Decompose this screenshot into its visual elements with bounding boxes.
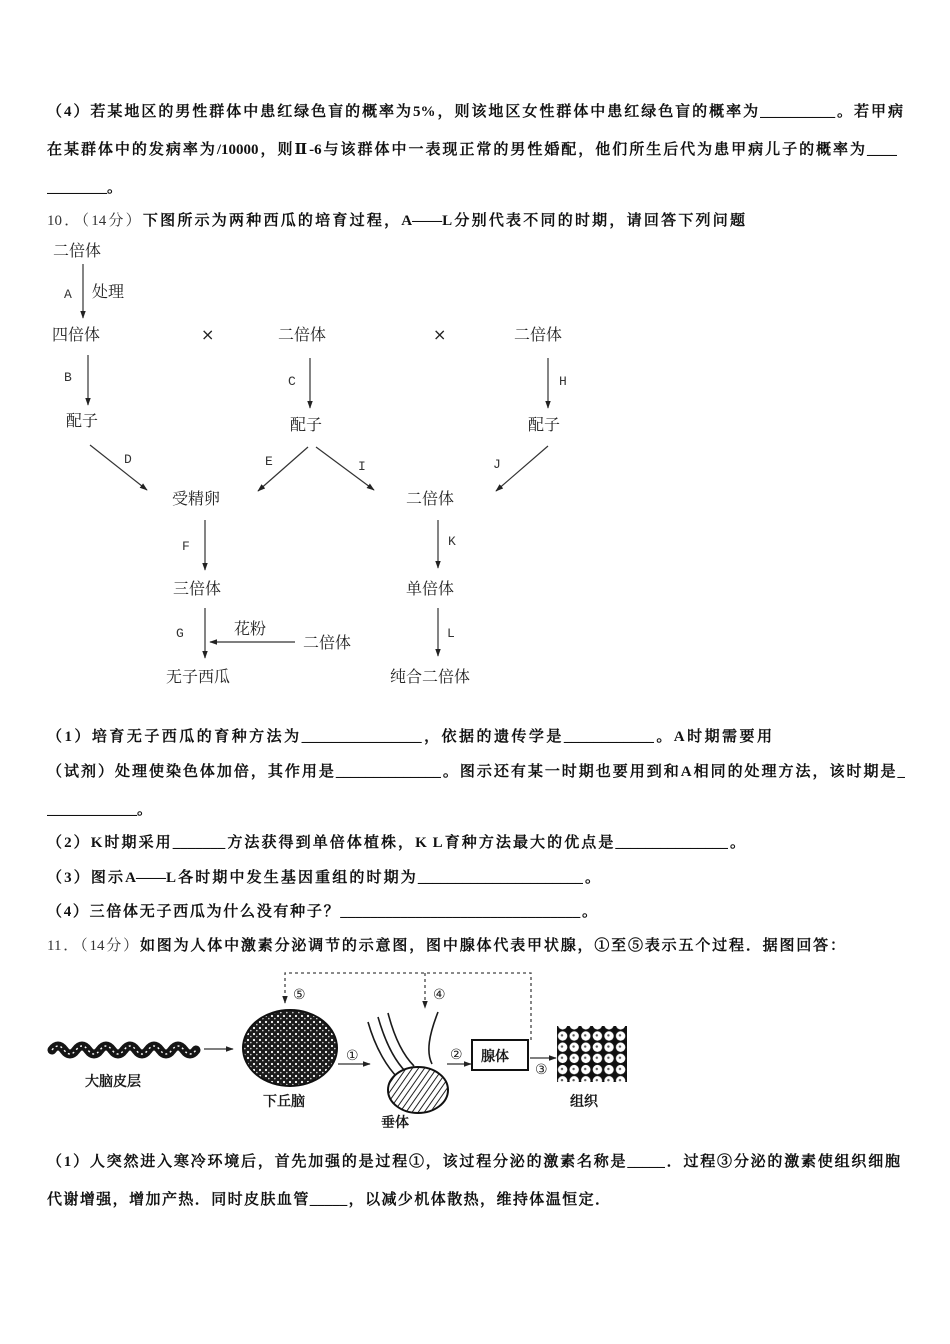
label-process-4: ④ <box>433 987 446 1003</box>
node-gamete-right: 配子 <box>528 415 561 434</box>
node-gamete-middle: 配子 <box>290 415 323 434</box>
label-cortex: 大脑皮层 <box>85 1074 141 1090</box>
q11-q1-line1: （1）人突然进入寒冷环境后，首先加强的是过程①，该过程分泌的激素名称是_____．过程③分泌的激素使组织细胞 <box>47 1154 900 1170</box>
node-haploid: 单倍体 <box>406 579 455 598</box>
q10-number: 10． <box>47 213 82 229</box>
node-diploid-right: 二倍体 <box>514 325 563 344</box>
label-process-3: ③ <box>535 1062 548 1078</box>
label-step-e: E <box>265 454 273 469</box>
label-step-c: C <box>288 374 296 389</box>
q10-score: （14分） <box>81 213 143 229</box>
q9-part4-line2: 在某群体中的发病率为/10000，则Ⅱ-6与该群体中一表现正常的男性婚配，他们所生后代为患甲病儿子的概率为____ <box>47 142 897 158</box>
label-step-f: F <box>182 539 190 554</box>
node-diploid-middle: 二倍体 <box>278 325 327 344</box>
node-seedless-watermelon: 无子西瓜 <box>166 667 231 686</box>
pituitary-drawing <box>368 1012 448 1113</box>
q10-q1-line2: （试剂）处理使染色体加倍，其作用是______________。图示还有某一时期也要用到和A相同的处理方法，该时期是_ <box>47 764 905 780</box>
label-step-h: H <box>559 374 567 389</box>
node-diploid-center: 二倍体 <box>406 489 455 508</box>
label-tissue: 组织 <box>570 1094 598 1110</box>
label-step-j: J <box>493 457 501 472</box>
label-treatment: 处理 <box>92 282 125 301</box>
node-tetraploid: 四倍体 <box>52 325 101 344</box>
label-step-l: L <box>447 626 455 641</box>
node-triploid: 三倍体 <box>173 579 222 598</box>
q11-number: 11． <box>47 938 81 954</box>
q10-prompt: 下图所示为两种西瓜的培育过程，A——L分别代表不同的时期，请回答下列问题 <box>142 213 745 229</box>
watermelon-breeding-diagram <box>0 235 950 695</box>
q10-q3: （3）图示A——L各时期中发生基因重组的时期为______________________。 <box>47 870 600 886</box>
hypothalamus-drawing <box>243 1010 337 1086</box>
arrow-d <box>90 445 147 490</box>
q10-header <box>47 211 745 231</box>
label-gland: 腺体 <box>481 1049 509 1065</box>
q10-q1-line1: （1）培育无子西瓜的育种方法为________________，依据的遗传学是____________。A时期需要用 <box>47 729 772 745</box>
q9-part4-line3: ________。 <box>47 180 123 196</box>
q10-q4: （4）三倍体无子西瓜为什么没有种子？________________________________。 <box>47 904 597 920</box>
label-process-5: ⑤ <box>293 987 306 1003</box>
label-step-b: B <box>64 370 72 385</box>
label-hypothalamus: 下丘脑 <box>263 1094 305 1110</box>
arrow-j <box>496 446 548 491</box>
label-step-k: K <box>448 534 456 549</box>
cross-symbol-right: × <box>433 325 447 344</box>
label-step-d: D <box>124 452 132 467</box>
node-gamete-left: 配子 <box>66 411 99 430</box>
q11-header <box>47 936 845 956</box>
label-step-a: A <box>64 287 72 302</box>
node-pure-diploid: 纯合二倍体 <box>390 667 471 686</box>
q10-q2: （2）K时期采用_______方法获得到单倍体植株，K L育种方法最大的优点是_______________。 <box>47 835 745 851</box>
label-process-2: ② <box>450 1047 463 1063</box>
cross-symbol-left: × <box>201 325 215 344</box>
cortex-drawing <box>52 1046 196 1054</box>
label-step-g: G <box>176 626 184 641</box>
q10-q1-line3: ____________。 <box>47 802 153 818</box>
q9-part4-line1: （4）若某地区的男性群体中患红绿色盲的概率为5%，则该地区女性群体中患红绿色盲的概率为__________。若甲病 <box>47 104 903 120</box>
label-process-1: ① <box>346 1048 359 1064</box>
node-zygote: 受精卵 <box>172 489 221 508</box>
label-step-i: I <box>358 459 366 474</box>
node-diploid-pollen: 二倍体 <box>303 633 352 652</box>
hormone-regulation-diagram <box>0 962 950 1142</box>
tissue-cells-drawing <box>557 1026 627 1082</box>
label-pollen: 花粉 <box>234 619 267 638</box>
label-pituitary: 垂体 <box>381 1115 409 1131</box>
node-diploid-top: 二倍体 <box>53 241 102 260</box>
q11-q1-line2: 代谢增强，增加产热．同时皮肤血管_____，以减少机体散热，维持体温恒定． <box>47 1192 610 1208</box>
q11-score: （14分） <box>80 938 140 954</box>
q11-prompt: 如图为人体中激素分泌调节的示意图，图中腺体代表甲状腺，①至⑤表示五个过程．据图回答： <box>139 938 845 954</box>
